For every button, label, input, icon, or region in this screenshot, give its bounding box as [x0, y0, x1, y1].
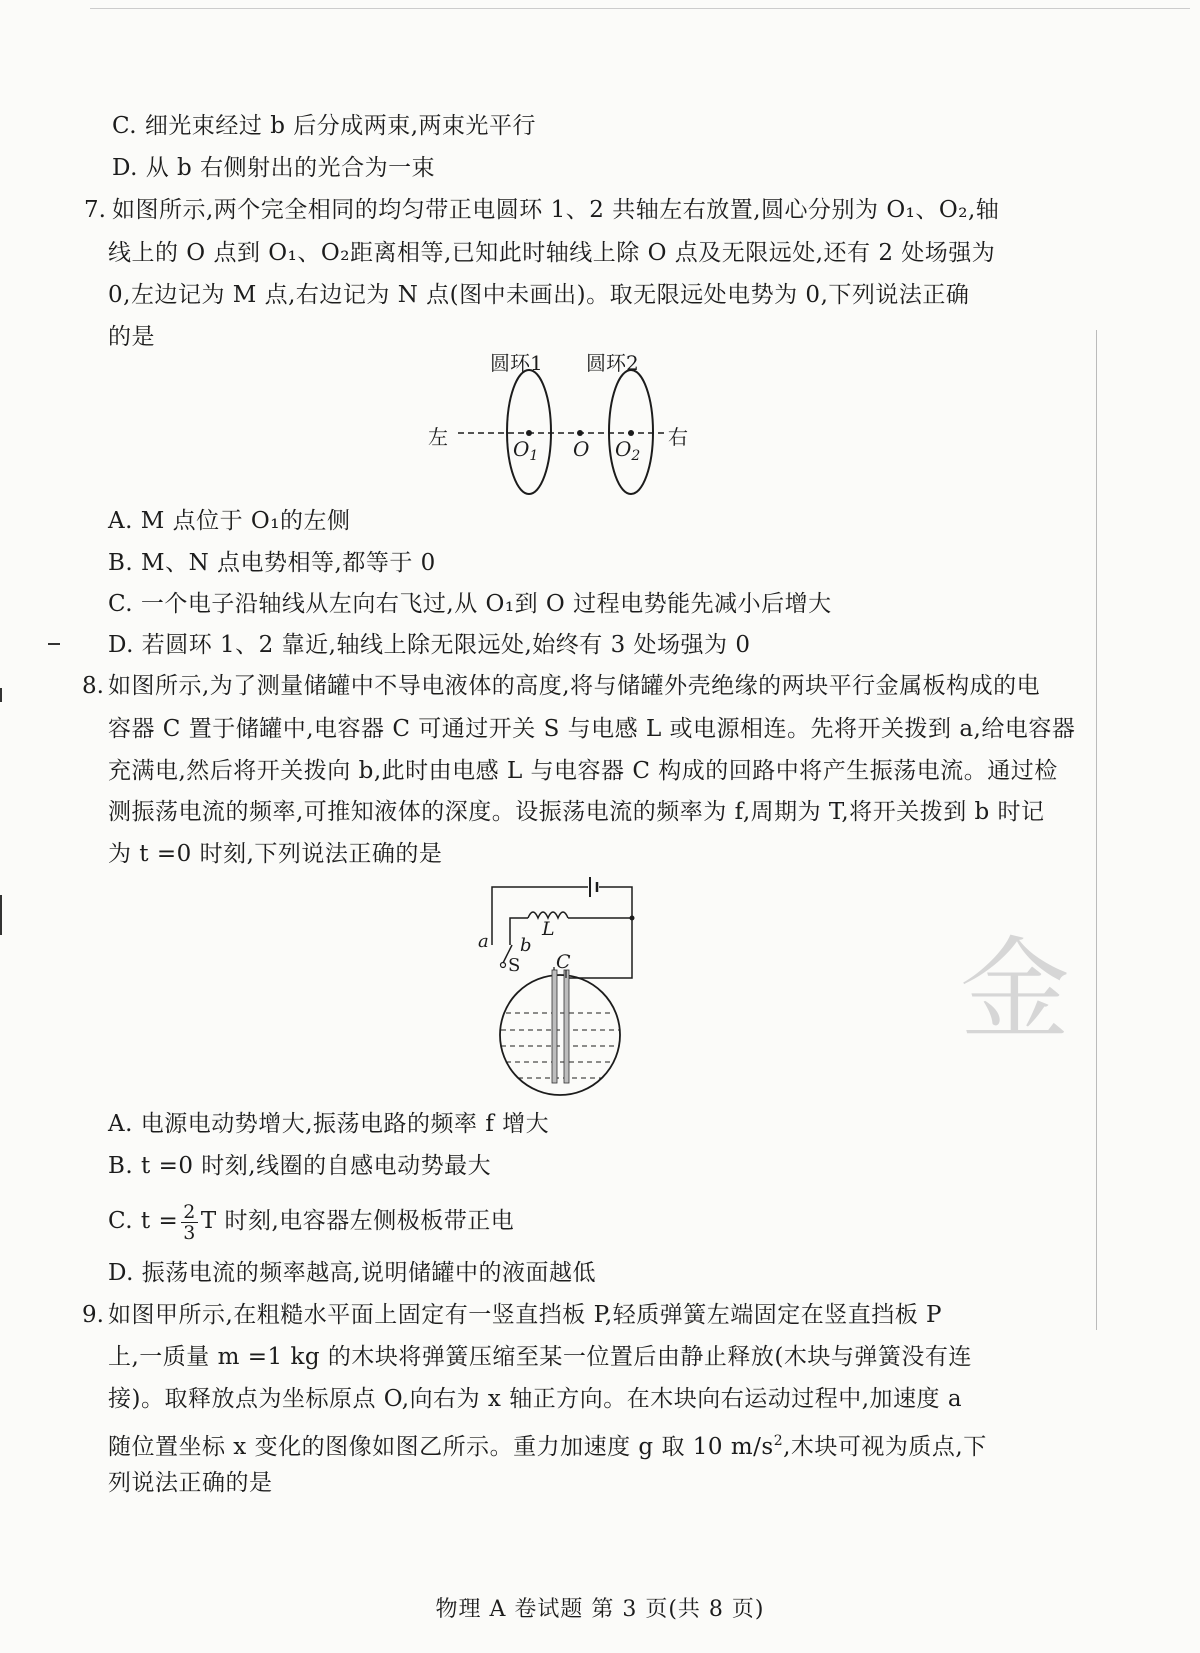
o2-dot — [628, 430, 634, 436]
o-dot — [577, 430, 583, 436]
q8-stem-line5: 为 t =0 时刻,下列说法正确的是 — [108, 841, 443, 867]
storage-tank — [500, 975, 620, 1095]
scan-mark — [90, 8, 1190, 9]
capacitor-plate-left — [552, 970, 557, 1083]
q8-number: 8. — [82, 673, 104, 699]
q7-stem-line1: 如图所示,两个完全相同的均匀带正电圆环 1、2 共轴左右放置,圆心分别为 O₁、O₂,轴 — [112, 197, 1000, 223]
q9-stem-line5: 列说法正确的是 — [108, 1470, 273, 1496]
o2-label: $O_2$ — [615, 437, 641, 464]
q8-option-c — [108, 1196, 514, 1246]
o1-label: $O_1$ — [513, 437, 539, 464]
q7-stem-line4: 的是 — [108, 324, 155, 350]
q8-option-c-prefix: C. t = — [108, 1208, 179, 1234]
switch-pivot — [501, 963, 506, 968]
q9-stem-line2: 上,一质量 m =1 kg 的木块将弹簧压缩至某一位置后由静止释放(木块与弹簧没有连 — [108, 1344, 972, 1370]
capacitor-c-label: C — [556, 951, 571, 973]
q7-number: 7. — [84, 197, 106, 223]
switch-a-label: a — [478, 931, 489, 952]
q8-stem-line1: 如图所示,为了测量储罐中不导电液体的高度,将与储罐外壳绝缘的两块平行金属板构成的电 — [108, 673, 1041, 699]
q8-stem-line3: 充满电,然后将开关拨向 b,此时由电感 L 与电容器 C 构成的回路中将产生振荡电流。通过检 — [108, 758, 1058, 784]
scan-mark — [0, 895, 2, 935]
right-label: 右 — [668, 425, 688, 449]
q9-stem-line1: 如图甲所示,在粗糙水平面上固定有一竖直挡板 P,轻质弹簧左端固定在竖直挡板 P — [108, 1302, 943, 1328]
watermark: 金 — [960, 926, 1070, 1054]
q6-option-c: C. 细光束经过 b 后分成两束,两束光平行 — [112, 113, 537, 139]
o1-dot — [526, 430, 532, 436]
left-label: 左 — [428, 425, 448, 449]
q8-option-a: A. 电源电动势增大,振荡电路的频率 f 增大 — [108, 1111, 550, 1137]
q9-stem-line4: 随位置坐标 x 变化的图像如图乙所示。重力加速度 g 取 10 $m/s^2$,木块可视为质点,下 — [108, 1433, 987, 1460]
scan-mark — [48, 643, 60, 645]
switch-b-label: b — [520, 935, 532, 956]
q8-option-d: D. 振荡电流的频率越高,说明储罐中的液面越低 — [108, 1260, 597, 1286]
wire-outer — [492, 887, 588, 945]
ring1-label: 圆环1 — [490, 351, 543, 375]
scan-mark — [1096, 330, 1097, 1330]
q7-option-a: A. M 点位于 O₁的左侧 — [108, 508, 351, 534]
switch-s-label: S — [508, 955, 521, 976]
q7-option-c: C. 一个电子沿轴线从左向右飞过,从 O₁到 O 过程电势能先减小后增大 — [108, 591, 832, 617]
capacitor-plate-right — [564, 970, 569, 1083]
page-footer: 物理 A 卷试题 第 3 页(共 8 页) — [435, 1597, 765, 1622]
fraction-two-thirds: $\frac{2}{3}$ — [183, 1200, 196, 1244]
o-label: O — [573, 437, 590, 461]
inductor-l-label: L — [542, 918, 555, 940]
q7-stem-line3: 0,左边记为 M 点,右边记为 N 点(图中未画出)。取无限远处电势为 0,下列说法正确 — [108, 282, 970, 308]
q8-stem-line2: 容器 C 置于储罐中,电容器 C 可通过开关 S 与电感 L 或电源相连。先将开关拨到 a,给电容器 — [108, 716, 1076, 742]
q8-stem-line4: 测振荡电流的频率,可推知液体的深度。设振荡电流的频率为 f,周期为 T,将开关拨到 b 时记 — [108, 799, 1045, 825]
q7-stem-line2: 线上的 O 点到 O₁、O₂距离相等,已知此时轴线上除 O 点及无限远处,还有 2 处场强为 — [108, 240, 996, 266]
scan-mark — [0, 688, 2, 702]
q8-option-c-suffix: T 时刻,电容器左侧极板带正电 — [200, 1208, 515, 1234]
q8-option-b: B. t =0 时刻,线圈的自感电动势最大 — [108, 1153, 492, 1179]
q7-ring-figure — [428, 345, 740, 505]
q8-circuit-figure — [470, 875, 660, 1100]
q6-option-d: D. 从 b 右侧射出的光合为一束 — [112, 155, 436, 181]
ring2-label: 圆环2 — [586, 351, 639, 375]
q9-stem-line3: 接)。取释放点为坐标原点 O,向右为 x 轴正方向。在木块向右运动过程中,加速度 a — [108, 1386, 963, 1412]
q8-circuit-diagram — [470, 875, 660, 1100]
q9-number: 9. — [82, 1302, 104, 1328]
q7-option-b: B. M、N 点电势相等,都等于 0 — [108, 550, 436, 576]
wire-battery-right — [566, 887, 632, 978]
q7-option-d: D. 若圆环 1、2 靠近,轴线上除无限远处,始终有 3 处场强为 0 — [108, 632, 751, 658]
